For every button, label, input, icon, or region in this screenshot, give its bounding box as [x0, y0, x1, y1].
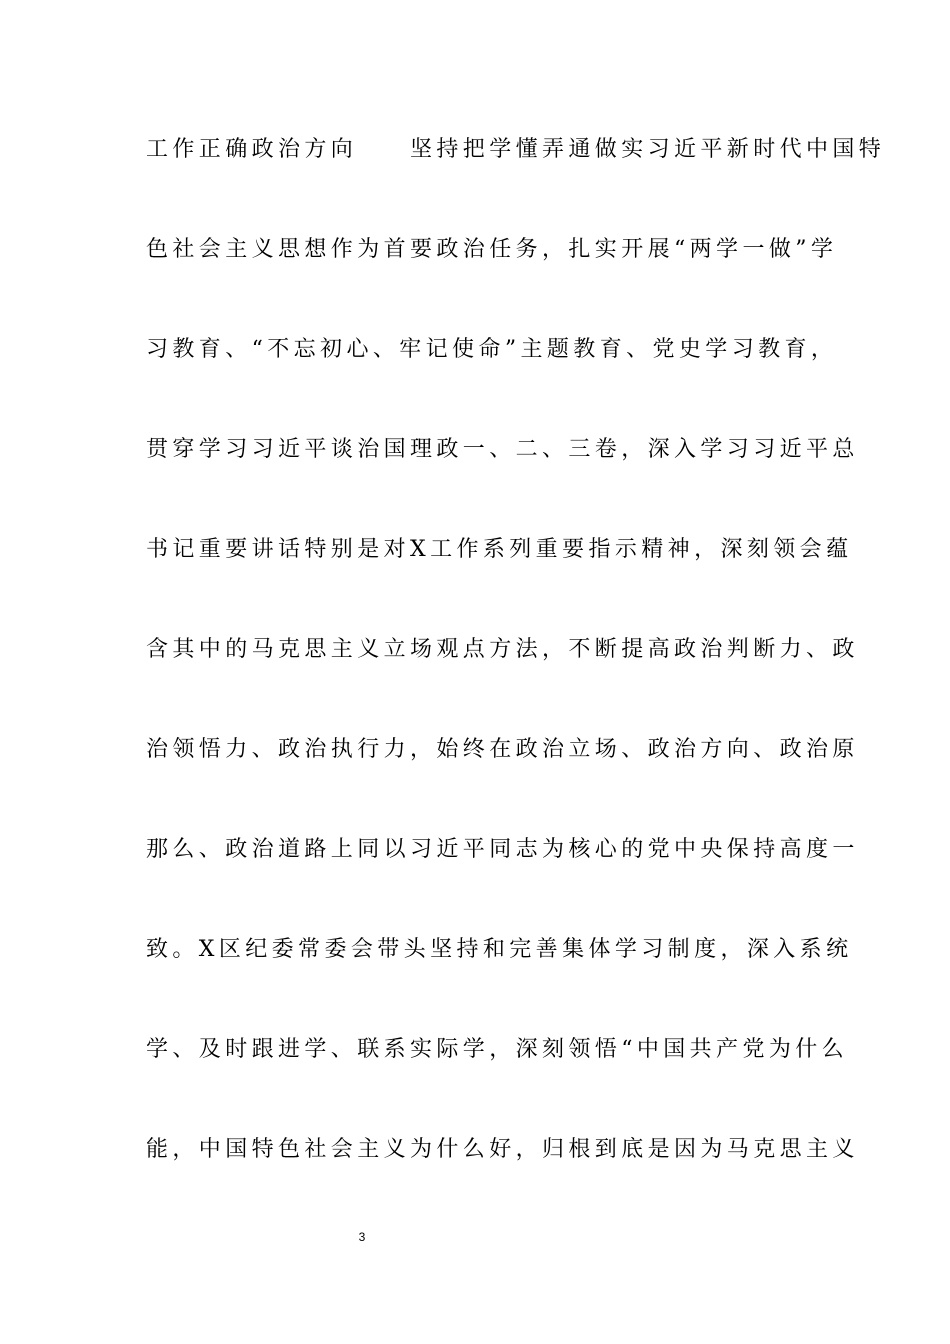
text-line: 习教育、“不忘初心、牢记使命”主题教育、党史学习教育，	[146, 337, 838, 362]
page-number: 3	[358, 1230, 366, 1244]
text-line: 书记重要讲话特别是对X工作系列重要指示精神，深刻领会蕴	[146, 537, 853, 562]
text-line: 学、及时跟进学、联系实际学，深刻领悟“中国共产党为什么	[146, 1037, 849, 1062]
text-line: 那么、政治道路上同以习近平同志为核心的党中央保持高度一	[146, 837, 859, 862]
text-line: 工作正确政治方向 坚持把学懂弄通做实习近平新时代中国特	[146, 137, 886, 162]
text-line: 贯穿学习习近平谈治国理政一、二、三卷，深入学习习近平总	[146, 437, 859, 462]
text-line: 能，中国特色社会主义为什么好，归根到底是因为马克思主义	[146, 1137, 859, 1162]
text-line: 含其中的马克思主义立场观点方法，不断提高政治判断力、政	[146, 637, 859, 662]
text-line: 色社会主义思想作为首要政治任务，扎实开展“两学一做”学	[146, 237, 838, 262]
text-line: 治领悟力、政治执行力，始终在政治立场、政治方向、政治原	[146, 737, 859, 762]
text-line: 致。X区纪委常委会带头坚持和完善集体学习制度，深入系统	[146, 937, 853, 962]
body-text	[146, 128, 886, 1228]
